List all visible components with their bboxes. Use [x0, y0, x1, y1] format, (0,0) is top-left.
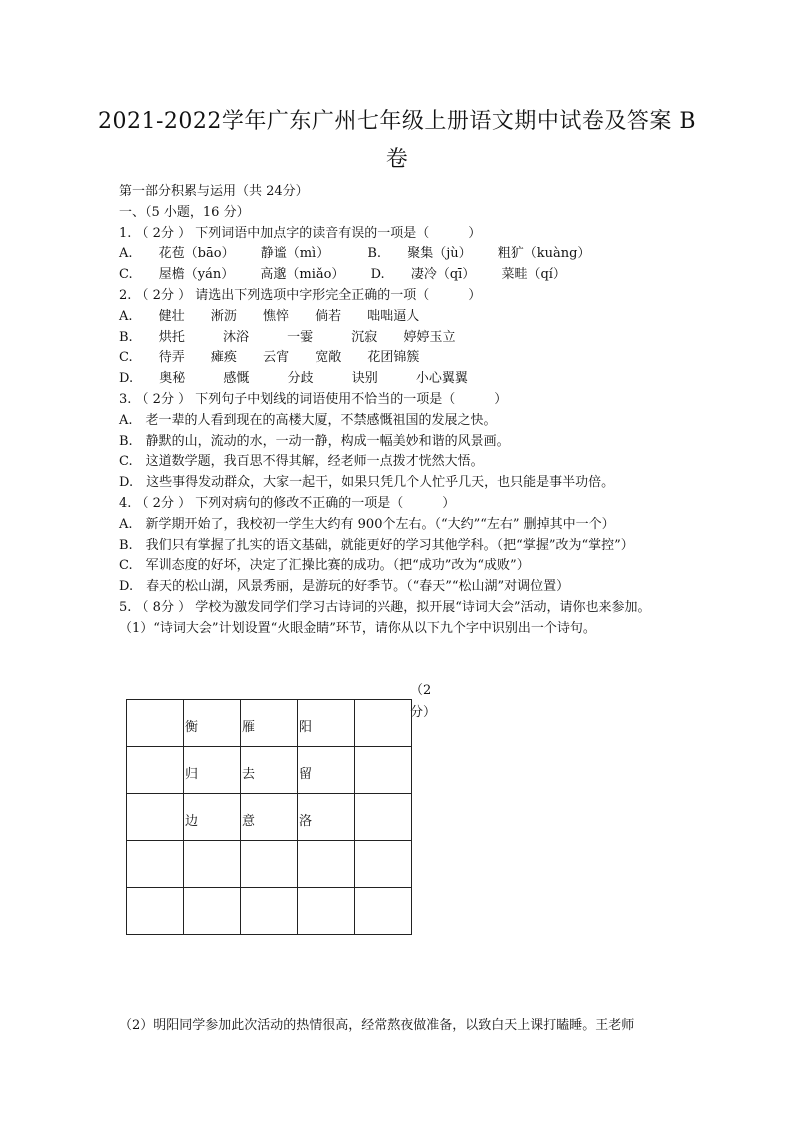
option-word: 高邈（miǎo）	[260, 267, 345, 283]
title-line-1: 2021-2022学年广东广州七年级上册语文期中试卷及答案 B	[97, 109, 697, 134]
option-word: 宽敞	[315, 350, 342, 366]
section-heading: 一、（5 小题，16 分）	[119, 204, 250, 220]
grid-cell	[355, 888, 412, 935]
grid-cell	[355, 841, 412, 888]
question-2-option-row	[119, 369, 684, 390]
option-letter: A.	[119, 246, 133, 262]
grid-cell: 洛	[298, 794, 355, 841]
grid-cell	[298, 841, 355, 888]
option-word: 一霎	[287, 329, 314, 345]
option-word: 聚集（jù）	[407, 246, 472, 262]
grid-cell: 衡	[184, 700, 241, 747]
question-3-option-a: A. 老一辈的人看到现在的高楼大厦，不禁感慨祖国的发展之快。	[119, 412, 497, 428]
grid-cell	[127, 747, 184, 794]
option-word: 沐浴	[222, 329, 249, 345]
option-word: 静谧（mì）	[260, 246, 330, 262]
option-word: 憔悴	[262, 308, 289, 324]
question-3-option-c: C. 这道数学题，我百思不得其解，经老师一点拨才恍然大悟。	[119, 454, 484, 470]
grid-cell: 意	[241, 794, 298, 841]
option-word: 花团锦簇	[367, 350, 420, 366]
option-word: 屋檐（yán）	[158, 267, 235, 283]
grid-cell	[127, 700, 184, 747]
part-heading: 第一部分积累与运用（共 24分）	[119, 184, 309, 199]
grid-row	[127, 794, 412, 841]
option-word: 分歧	[287, 371, 314, 387]
grid-cell	[184, 841, 241, 888]
document-title	[0, 103, 794, 179]
question-3-option-d: D. 这些事得发动群众，大家一起干，如果只凭几个人忙乎几天，也只能是事半功倍。	[119, 475, 615, 491]
grid-cell: 边	[184, 794, 241, 841]
option-word: 咄咄逼人	[367, 308, 420, 324]
question-2-option-row	[119, 348, 684, 369]
grid-cell	[241, 841, 298, 888]
option-word: 小心翼翼	[415, 371, 468, 387]
option-word: 花苞（bāo）	[158, 246, 235, 262]
question-2-option-row	[119, 328, 684, 349]
option-word: 瘫痪	[210, 350, 237, 366]
option-letter: D.	[370, 267, 385, 283]
question-1-option-row	[119, 265, 684, 286]
grid-row	[127, 700, 412, 747]
option-letter: B.	[119, 329, 133, 345]
grid-cell	[184, 888, 241, 935]
option-word: 淅沥	[210, 308, 237, 324]
option-letter: A.	[119, 308, 133, 324]
option-word: 待弄	[158, 350, 185, 366]
question-1-option-row	[119, 244, 684, 265]
option-word: 奥秘	[159, 371, 186, 387]
grid-cell	[355, 700, 412, 747]
question-4-option-b: B. 我们只有掌握了扎实的语文基础，就能更好的学习其他学科。（把“掌握”改为“掌控”）	[119, 537, 634, 553]
question-5-stem: 5. （ 8分 ） 学校为激发同学们学习古诗词的兴趣，拟开展“诗词大会”活动，请你也来参加。	[119, 599, 651, 615]
question-4-option-a: A. 新学期开始了，我校初一学生大约有 900个左右。（“大约”“左右” 删掉其中一个）	[119, 516, 615, 532]
option-word: 云宵	[263, 350, 290, 366]
question-4-stem: 4. （ 2分 ） 下列对病句的修改不正确的一项是（ ）	[119, 495, 456, 511]
option-letter: C.	[119, 350, 133, 366]
option-word: 健壮	[158, 308, 185, 324]
option-word: 婷婷玉立	[403, 329, 456, 345]
question-3-option-b: B. 静默的山，流动的水，一动一静，构成一幅美妙和谐的风景画。	[119, 433, 510, 449]
option-word: 诀别	[351, 371, 378, 387]
option-letter: C.	[119, 267, 133, 283]
grid-row	[127, 888, 412, 935]
question-5-sub-2: （2）明阳同学参加此次活动的热情很高，经常熬夜做准备，以致白天上课打瞌睡。王老师	[119, 1018, 635, 1033]
question-2-option-row	[119, 307, 684, 328]
grid-cell: 雁	[241, 700, 298, 747]
sub-1-score: （2分）	[410, 683, 437, 720]
grid-row	[127, 841, 412, 888]
grid-cell	[298, 888, 355, 935]
grid-cell	[127, 888, 184, 935]
grid-cell	[127, 841, 184, 888]
question-4-option-c: C. 军训态度的好坏，决定了汇操比赛的成功。（把“成功”改为“成败”）	[119, 558, 530, 574]
question-4-option-d: D. 春天的松山湖，风景秀丽，是游玩的好季节。（“春天”“松山湖”对调位置）	[119, 579, 570, 595]
option-word: 粗犷（kuàng）	[497, 246, 591, 262]
grid-cell	[355, 794, 412, 841]
question-1-stem: 1. （ 2分 ） 下列词语中加点字的读音有误的一项是（ ）	[119, 225, 482, 241]
grid-cell: 归	[184, 747, 241, 794]
question-5-sub-1: （1）“诗词大会”计划设置“火眼金睛”环节，请你从以下九个字中识别出一个诗句。	[119, 620, 596, 636]
grid-row	[127, 747, 412, 794]
option-word: 感慨	[223, 371, 250, 387]
exam-content	[119, 182, 684, 640]
option-word: 烘托	[158, 329, 185, 345]
grid-cell	[355, 747, 412, 794]
option-word: 沉寂	[351, 329, 378, 345]
option-word: 倘若	[315, 308, 342, 324]
grid-cell: 阳	[298, 700, 355, 747]
option-letter: D.	[119, 371, 134, 387]
grid-cell	[241, 888, 298, 935]
option-word: 菜畦（qí）	[501, 267, 566, 283]
question-3-stem: 3. （ 2分 ） 下列句子中划线的词语使用不恰当的一项是（ ）	[119, 391, 508, 407]
question-2-stem: 2. （ 2分 ） 请选出下列选项中字形完全正确的一项（ ）	[119, 287, 482, 303]
character-grid	[126, 699, 412, 935]
option-letter: B.	[367, 246, 382, 262]
grid-cell	[127, 794, 184, 841]
grid-cell: 留	[298, 747, 355, 794]
title-line-2: 卷	[385, 147, 409, 172]
grid-cell: 去	[241, 747, 298, 794]
option-word: 凄冷（qī）	[410, 267, 476, 283]
